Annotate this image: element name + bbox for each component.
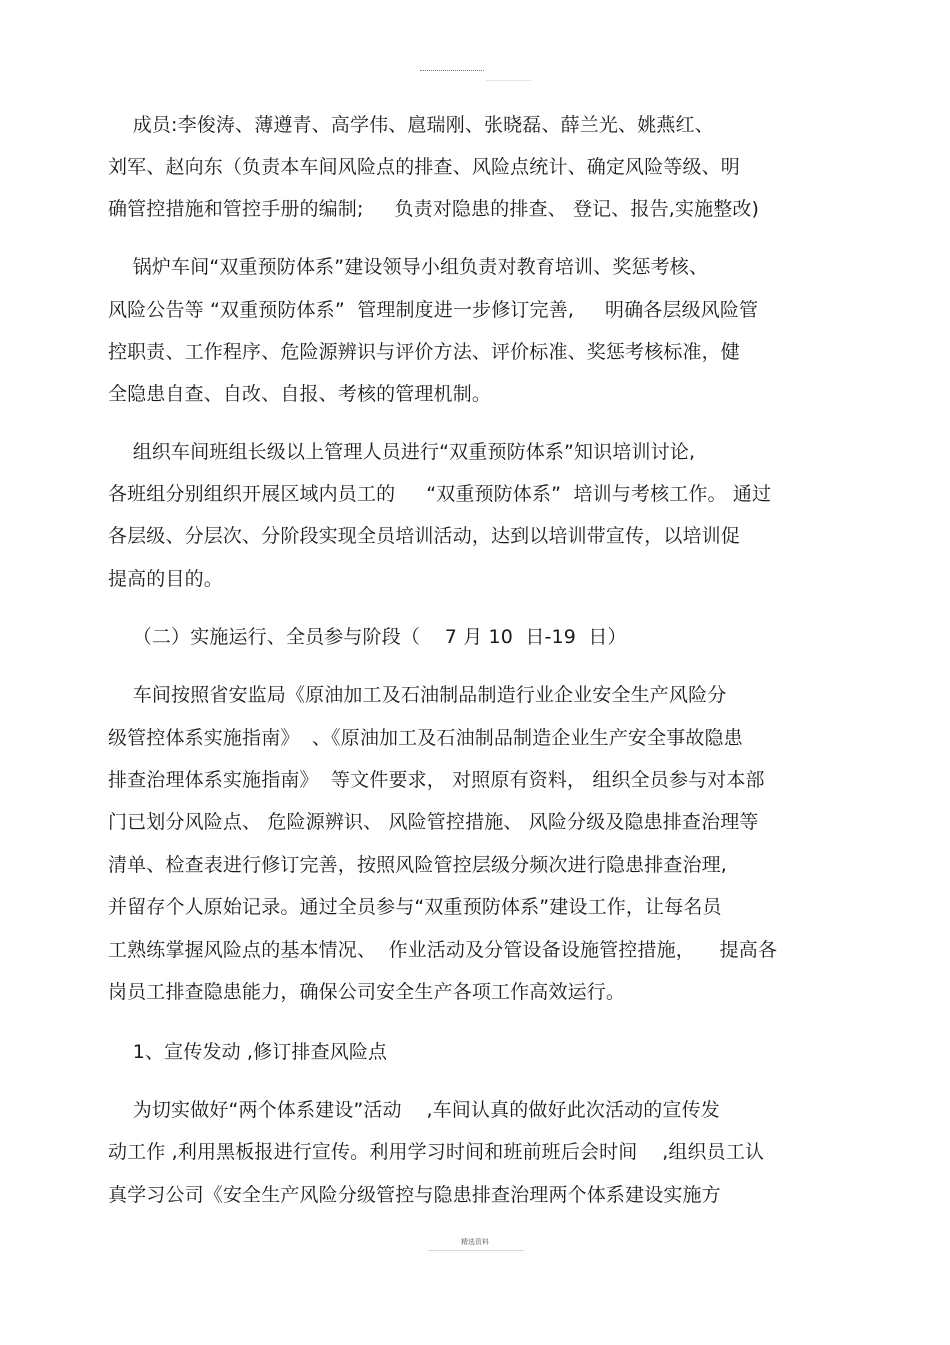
paragraph-line: 提高的目的。 — [108, 568, 223, 590]
paragraph-line: 动工作 ,利用黑板报进行宣传。利用学习时间和班前班后会时间 ,组织员工认 — [108, 1141, 765, 1163]
paragraph-line: 全隐患自查、自改、自报、考核的管理机制。 — [108, 383, 492, 405]
paragraph-line: 岗员工排查隐患能力，确保公司安全生产各项工作高效运行。 — [108, 981, 626, 1003]
paragraph-line: 锅炉车间“双重预防体系”建设领导小组负责对教育培训、奖惩考核、 — [108, 256, 709, 278]
paragraph-line: 车间按照省安监局《原油加工及石油制品制造行业企业安全生产风险分 — [108, 684, 727, 706]
header-rule-light — [486, 80, 532, 81]
header-rule — [420, 70, 484, 71]
section-heading: （二）实施运行、全员参与阶段（ 7 月 10 日-19 日） — [108, 626, 627, 648]
footer-label: 精选资料 — [461, 1238, 489, 1246]
paragraph-line: 控职责、工作程序、危险源辨识与评价方法、评价标准、奖惩考核标准，健 — [108, 341, 740, 363]
paragraph-line: 级管控体系实施指南》 、《原油加工及石油制品制造企业生产安全事故隐患 — [108, 727, 743, 749]
paragraph-line: 各层级、分层次、分阶段实现全员培训活动，达到以培训带宣传，以培训促 — [108, 525, 740, 547]
paragraph-line: 刘军、赵向东（负责本车间风险点的排查、风险点统计、确定风险等级、明 — [108, 156, 740, 178]
paragraph-line: 组织车间班组长级以上管理人员进行“双重预防体系”知识培训讨论, — [108, 441, 696, 463]
paragraph-line: 确管控措施和管控手册的编制; 负责对隐患的排查、 登记、报告,实施整改) — [108, 198, 760, 220]
paragraph-line: 工熟练掌握风险点的基本情况、 作业活动及分管设备设施管控措施， 提高各 — [108, 939, 778, 961]
paragraph-line: 清单、检查表进行修订完善，按照风险管控层级分频次进行隐患排查治理, — [108, 854, 727, 876]
paragraph-line: 风险公告等 “双重预防体系” 管理制度进一步修订完善, 明确各层级风险管 — [108, 299, 759, 321]
paragraph-line: 真学习公司《安全生产风险分级管控与隐患排查治理两个体系建设实施方 — [108, 1184, 721, 1206]
footer-rule — [428, 1250, 524, 1251]
paragraph-line: 并留存个人原始记录。通过全员参与“双重预防体系”建设工作，让每名员 — [108, 896, 722, 918]
paragraph-line: 门已划分风险点、 危险源辨识、 风险管控措施、 风险分级及隐患排查治理等 — [108, 811, 759, 833]
paragraph-line: 为切实做好“两个体系建设”活动 ,车间认真的做好此次活动的宣传发 — [108, 1099, 720, 1121]
paragraph-line: 各班组分别组织开展区域内员工的 “双重预防体系” 培训与考核工作。 通过 — [108, 483, 772, 505]
paragraph-line: 成员:李俊涛、薄遵青、高学伟、扈瑞刚、张晓磊、薛兰光、姚燕红、 — [108, 114, 714, 136]
subsection-heading: 1、宣传发动 ,修订排查风险点 — [108, 1041, 388, 1063]
paragraph-line: 排查治理体系实施指南》 等文件要求， 对照原有资料， 组织全员参与对本部 — [108, 769, 765, 791]
